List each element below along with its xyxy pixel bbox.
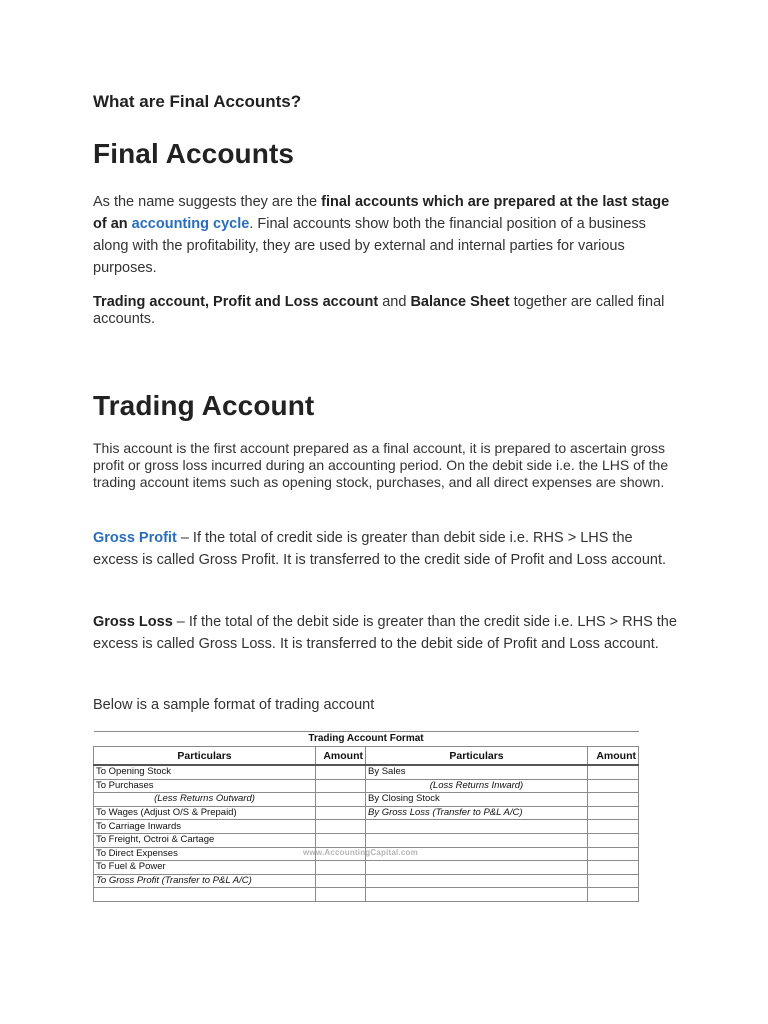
credit-particular <box>366 820 588 834</box>
p2-bold-balance: Balance Sheet <box>410 294 510 310</box>
gross-loss-text: – If the total of the debit side is greater than the credit side i.e. LHS > RHS the excess is called Gross Loss. It is transferred to the debit side of Profit and Loss account. <box>93 614 677 652</box>
credit-amount <box>588 820 639 834</box>
debit-particular: To Purchases <box>94 779 316 793</box>
debit-particular: To Opening Stock <box>94 765 316 779</box>
credit-particular: By Gross Loss (Transfer to P&L A/C) <box>366 806 588 820</box>
credit-amount <box>588 793 639 807</box>
gross-loss-label: Gross Loss <box>93 614 173 630</box>
debit-amount <box>316 779 366 793</box>
debit-amount <box>316 874 366 888</box>
debit-particular: To Carriage Inwards <box>94 820 316 834</box>
credit-amount <box>588 765 639 779</box>
credit-particular <box>366 847 588 861</box>
table-row <box>94 861 639 875</box>
credit-amount <box>588 874 639 888</box>
debit-amount <box>316 847 366 861</box>
debit-amount <box>316 888 366 902</box>
gross-profit-link[interactable]: Gross Profit <box>93 530 177 546</box>
question-heading: What are Final Accounts? <box>93 92 302 111</box>
p1-rest: . Final accounts show both the financial position of a business along with the profitability, they are used by external and internal parties for various purposes. <box>93 216 646 276</box>
final-accounts-heading: Final Accounts <box>93 138 295 169</box>
table-row <box>94 888 639 902</box>
accounting-cycle-link[interactable]: accounting cycle <box>131 216 250 232</box>
gross-profit-text: – If the total of credit side is greater than debit side i.e. RHS > LHS the excess is called Gross Profit. It is transferred to the credit side of Profit and Loss account. <box>93 530 667 568</box>
credit-particular <box>366 874 588 888</box>
credit-particular: By Sales <box>366 765 588 779</box>
table-row <box>94 820 639 834</box>
debit-particular: To Direct Expenses <box>94 847 316 861</box>
p1-bold: final accounts which are prepared at the last stage of an <box>93 194 670 232</box>
table-row <box>94 779 639 793</box>
credit-particular: By Closing Stock <box>366 793 588 807</box>
debit-amount <box>316 861 366 875</box>
table-row <box>94 806 639 820</box>
debit-amount <box>316 793 366 807</box>
debit-particular: To Freight, Octroi & Cartage <box>94 833 316 847</box>
table-row <box>94 874 639 888</box>
trading-account-format-image <box>93 731 638 902</box>
debit-particular <box>94 888 316 902</box>
table-title: Trading Account Format <box>94 732 639 747</box>
credit-particular <box>366 861 588 875</box>
table-row <box>94 765 639 779</box>
debit-amount <box>316 806 366 820</box>
credit-amount <box>588 847 639 861</box>
trading-account-heading: Trading Account <box>93 390 315 421</box>
trading-account-paragraph: This account is the first account prepared as a final account, it is prepared to ascertain gross profit or gross loss incurred during an accounting period. On the debit side i.e. the LHS of the trading account items such as opening stock, purchases, and all direct expenses are shown. <box>93 440 669 490</box>
final-accounts-definition <box>93 294 678 328</box>
p2-rest: together are called final accounts. <box>93 294 665 327</box>
debit-particular: (Less Returns Outward) <box>94 793 316 807</box>
header-amount-debit: Amount <box>316 747 366 766</box>
credit-amount <box>588 806 639 820</box>
header-particulars-debit: Particulars <box>94 747 316 766</box>
credit-particular: (Loss Returns Inward) <box>366 779 588 793</box>
credit-amount <box>588 833 639 847</box>
trading-account-table <box>93 731 639 902</box>
table-row <box>94 833 639 847</box>
table-row <box>94 847 639 861</box>
gross-profit-paragraph <box>93 527 678 571</box>
debit-particular: To Wages (Adjust O/S & Prepaid) <box>94 806 316 820</box>
credit-particular <box>366 888 588 902</box>
credit-amount <box>588 888 639 902</box>
credit-particular <box>366 833 588 847</box>
debit-amount <box>316 765 366 779</box>
gross-loss-paragraph <box>93 611 678 655</box>
p1-intro: As the name suggests they are the <box>93 194 322 210</box>
table-intro: Below is a sample format of trading account <box>93 697 375 713</box>
debit-particular: To Gross Profit (Transfer to P&L A/C) <box>94 874 316 888</box>
watermark: www.AccountingCapital.com <box>303 848 418 857</box>
debit-amount <box>316 820 366 834</box>
p2-and: and <box>378 294 411 310</box>
table-row <box>94 793 639 807</box>
header-amount-credit: Amount <box>588 747 639 766</box>
p2-bold-trading: Trading account, Profit and Loss account <box>93 294 379 310</box>
debit-particular: To Fuel & Power <box>94 861 316 875</box>
credit-amount <box>588 861 639 875</box>
final-accounts-paragraph <box>93 191 678 279</box>
credit-amount <box>588 779 639 793</box>
table-body <box>94 765 639 901</box>
debit-amount <box>316 833 366 847</box>
header-particulars-credit: Particulars <box>366 747 588 766</box>
